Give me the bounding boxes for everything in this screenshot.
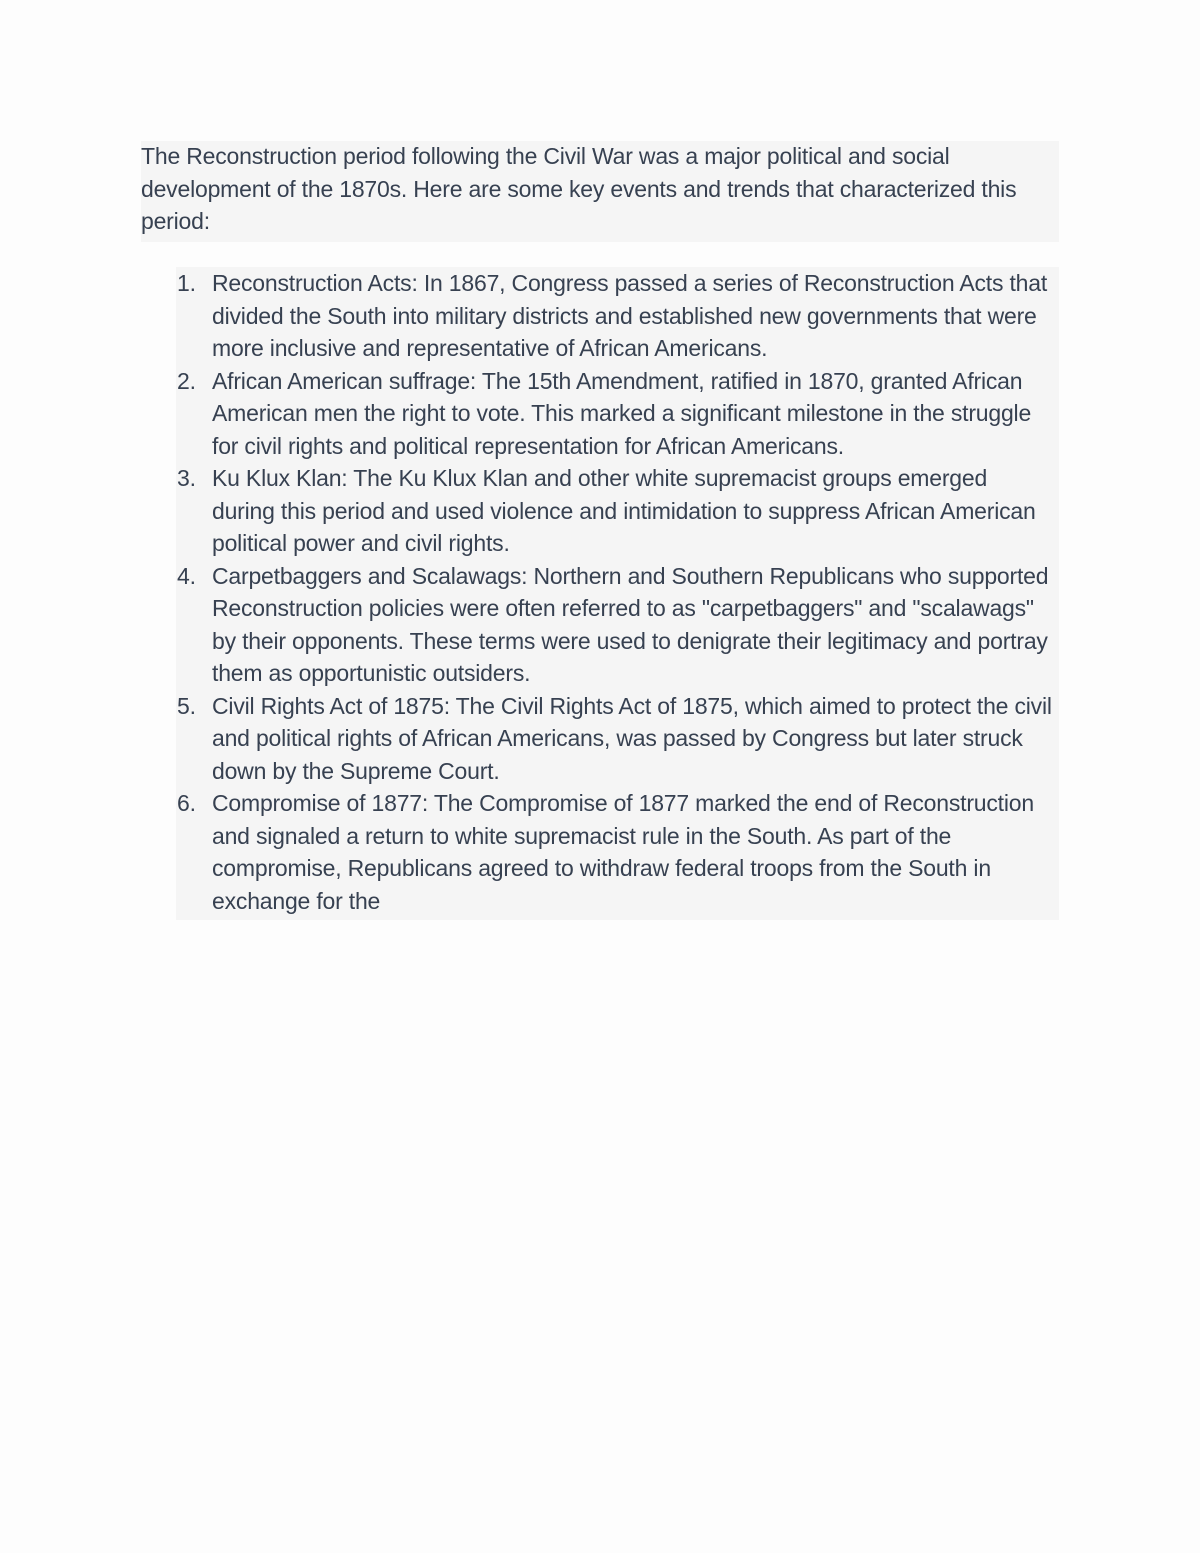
list-item-text: Civil Rights Act of 1875: The Civil Rights Act of 1875, which aimed to protect the civil and political rights of African Americans, was passed by Congress but later struck down by the Supreme Court. [212,692,1052,784]
list-item-reconstruction-acts [141,267,1059,365]
list-item-number: 4. [177,562,196,589]
list-item-number: 5. [177,692,196,719]
list-item-number: 3. [177,465,196,491]
list-item-number: 1. [177,270,196,296]
list-item-compromise-1877 [141,787,1059,917]
list-item-civil-rights-act-1875 [141,690,1059,788]
list-item-ku-klux-klan [141,462,1059,560]
list-item-number: 6. [177,790,196,816]
list-item-african-american-suffrage [141,365,1059,463]
list-item-text: Reconstruction Acts: In 1867, Congress passed a series of Reconstruction Acts that divided the South into military districts and established new governments that were more inclusive and representative of African Americans. [212,270,1048,361]
list-item-text: Ku Klux Klan: The Ku Klux Klan and other white supremacist groups emerged during this period and used violence and intimidation to suppress African American political power and civil rights. [212,465,1036,556]
intro-paragraph: The Reconstruction period following the Civil War was a major political and social development of the 1870s. Here are some key events and trends that characterized this period: [141,143,1017,234]
list-item-text: African American suffrage: The 15th Amendment, ratified in 1870, granted African American men the right to vote. This marked a significant milestone in the struggle for civil rights and political representation for African Americans. [212,367,1032,459]
list-item-text: Carpetbaggers and Scalawags: Northern and Southern Republicans who supported Reconstruction policies were often referred to as "carpetbaggers" and "scalawags" by their opponents. These terms were used to denigrate their legitimacy and portray them as opportunistic outsiders. [212,562,1049,686]
key-events-list [141,267,1059,917]
list-item-carpetbaggers-scalawags [141,560,1059,690]
list-item-text: Compromise of 1877: The Compromise of 1877 marked the end of Reconstruction and signaled a return to white supremacist rule in the South. As part of the compromise, Republicans agreed to withdraw federal troops from the South in exchange for the [212,790,1034,914]
list-item-number: 2. [177,367,196,394]
